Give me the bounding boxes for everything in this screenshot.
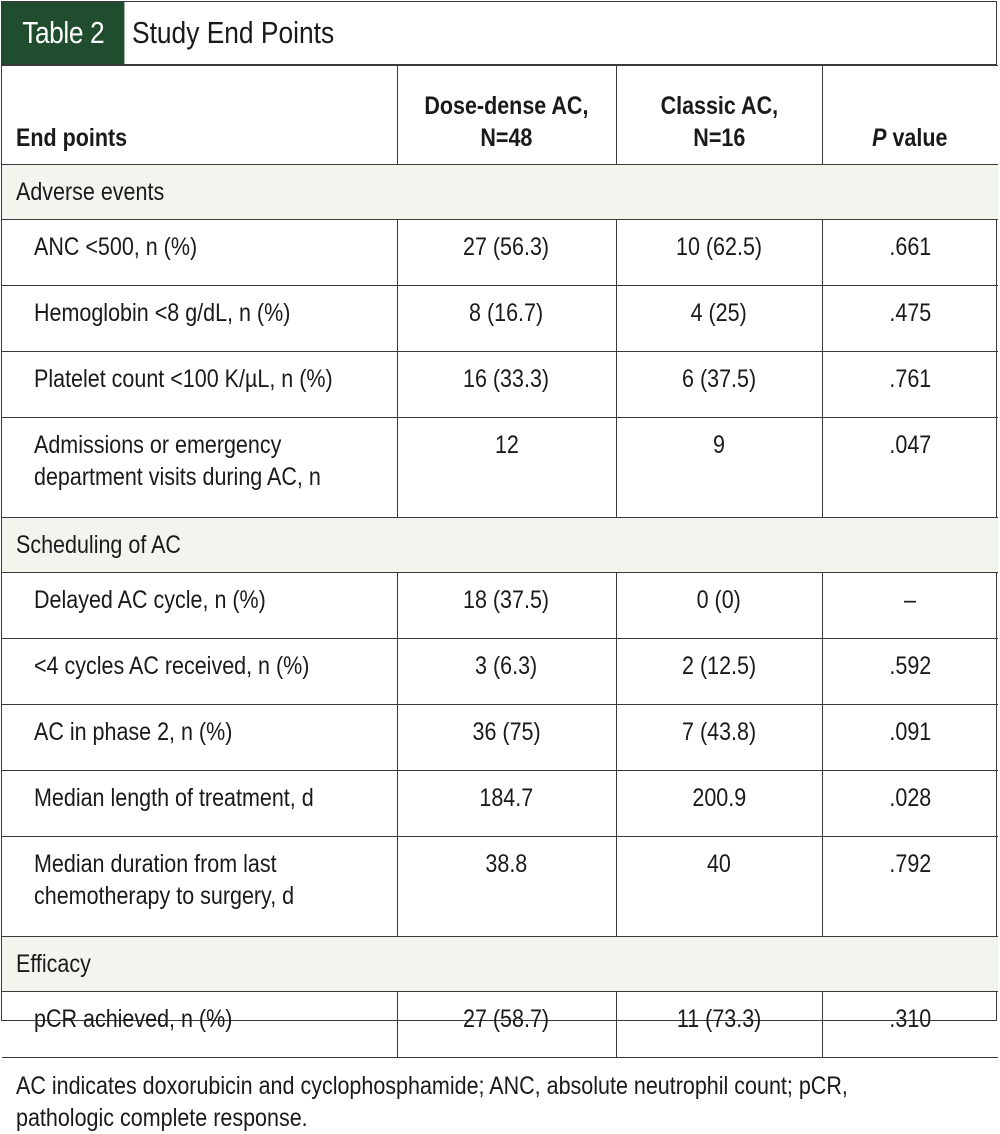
dose-dense-value: 12 <box>397 418 616 518</box>
header-row <box>2 66 998 165</box>
header-classic: Classic AC, N=16 <box>616 66 822 165</box>
row-label: <4 cycles AC received, n (%) <box>2 639 397 705</box>
p-value: – <box>822 573 998 639</box>
table-row <box>2 771 998 837</box>
header-p-value: P value <box>822 66 998 165</box>
classic-value: 200.9 <box>616 771 822 837</box>
classic-value: 7 (43.8) <box>616 705 822 771</box>
row-label: Median duration from last chemotherapy to surgery, d <box>2 837 397 937</box>
p-value: .475 <box>822 286 998 352</box>
section-row <box>2 937 998 992</box>
classic-value: 6 (37.5) <box>616 352 822 418</box>
dose-dense-value: 27 (56.3) <box>397 220 616 286</box>
row-label: Admissions or emergency department visits during AC, n <box>2 418 397 518</box>
header-dose-dense: Dose-dense AC, N=48 <box>397 66 616 165</box>
table-row <box>2 352 998 418</box>
classic-value: 40 <box>616 837 822 937</box>
row-label: Delayed AC cycle, n (%) <box>2 573 397 639</box>
dose-dense-value: 36 (75) <box>397 705 616 771</box>
table-row <box>2 418 998 518</box>
dose-dense-value: 3 (6.3) <box>397 639 616 705</box>
p-value: .028 <box>822 771 998 837</box>
table-row <box>2 220 998 286</box>
classic-value: 2 (12.5) <box>616 639 822 705</box>
footnote-line-2: pathologic complete response. <box>16 1104 308 1132</box>
dose-dense-value: 18 (37.5) <box>397 573 616 639</box>
table-row <box>2 705 998 771</box>
table-row <box>2 992 998 1058</box>
row-label: AC in phase 2, n (%) <box>2 705 397 771</box>
dose-dense-value: 16 (33.3) <box>397 352 616 418</box>
row-label: Median length of treatment, d <box>2 771 397 837</box>
p-value: .310 <box>822 992 998 1058</box>
p-value: .661 <box>822 220 998 286</box>
section-title: Scheduling of AC <box>2 518 998 573</box>
row-label: ANC <500, n (%) <box>2 220 397 286</box>
header-end-points: End points <box>2 66 397 165</box>
section-row <box>2 518 998 573</box>
table-row <box>2 286 998 352</box>
classic-value: 10 (62.5) <box>616 220 822 286</box>
section-title: Efficacy <box>2 937 998 992</box>
dose-dense-value: 38.8 <box>397 837 616 937</box>
p-value: .592 <box>822 639 998 705</box>
table-figure <box>1 1 997 1132</box>
table-footnote <box>2 1058 996 1134</box>
classic-value: 4 (25) <box>616 286 822 352</box>
table-title: Study End Points <box>132 15 335 50</box>
p-value: .047 <box>822 418 998 518</box>
dose-dense-value: 184.7 <box>397 771 616 837</box>
p-value: .091 <box>822 705 998 771</box>
table-number-tag: Table 2 <box>2 2 124 64</box>
table-row <box>2 573 998 639</box>
table-body <box>2 165 998 1058</box>
table-row <box>2 639 998 705</box>
row-label: Hemoglobin <8 g/dL, n (%) <box>2 286 397 352</box>
classic-value: 9 <box>616 418 822 518</box>
table-row <box>2 837 998 937</box>
p-value: .761 <box>822 352 998 418</box>
row-label: Platelet count <100 K/µL, n (%) <box>2 352 397 418</box>
section-row <box>2 165 998 220</box>
end-points-table <box>2 65 998 1058</box>
classic-value: 0 (0) <box>616 573 822 639</box>
dose-dense-value: 8 (16.7) <box>397 286 616 352</box>
row-label: pCR achieved, n (%) <box>2 992 397 1058</box>
table-title-bar <box>2 2 996 65</box>
section-title: Adverse events <box>2 165 998 220</box>
p-value: .792 <box>822 837 998 937</box>
classic-value: 11 (73.3) <box>616 992 822 1058</box>
footnote-line-1: AC indicates doxorubicin and cyclophosphamide; ANC, absolute neutrophil count; pCR, <box>16 1072 848 1100</box>
dose-dense-value: 27 (58.7) <box>397 992 616 1058</box>
